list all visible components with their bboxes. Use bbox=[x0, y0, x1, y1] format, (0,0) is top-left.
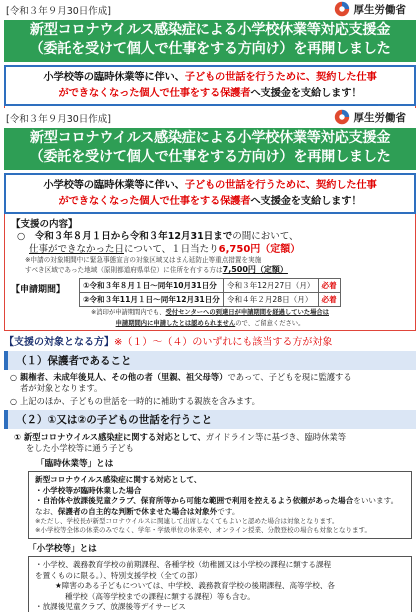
definition-note: 種学校（高等学校までの課程に類する課程）等も含む。 bbox=[65, 591, 255, 601]
period-range: ②令和３年11月１日～同年12月31日分 bbox=[80, 293, 224, 307]
closure-definition-heading: 「臨時休業等」とは bbox=[36, 459, 114, 469]
definition-note: ※ただし、学校長が新型コロナウイルスに関連して出席しなくてもよいと認めた場合は対象となります。 bbox=[35, 517, 339, 525]
period-deadline: 令和３年12月27日（月） bbox=[223, 279, 318, 293]
section-child-care: （２）①又は②の子どもの世話を行うこと bbox=[4, 410, 416, 429]
support-period-line bbox=[17, 230, 409, 243]
ministry-logo bbox=[334, 109, 407, 125]
definition-line: 新型コロナウイルス感染症に関する対応として、 bbox=[35, 475, 202, 484]
ministry-logo-icon bbox=[334, 1, 350, 17]
guardian-text: 者が対象となります。 bbox=[20, 383, 103, 393]
title-line-2: （委託を受けて個人で仕事をする方向け）を再開しました bbox=[29, 41, 391, 57]
support-amount-line bbox=[29, 243, 409, 256]
period-range: ①令和３年８月１日～同年10月31日分 bbox=[80, 279, 224, 293]
lead-highlight: 子どもの世話を行うために、契約した仕事 bbox=[184, 71, 377, 83]
lead-highlight: ができなくなった個人で仕事をする保護者 bbox=[58, 87, 251, 99]
flyer-copy-top bbox=[0, 0, 420, 108]
table-row bbox=[80, 293, 341, 307]
period-warning-2 bbox=[11, 320, 409, 329]
lead-message bbox=[4, 65, 416, 106]
support-per-day: について、１日当たり bbox=[124, 244, 219, 255]
support-box bbox=[4, 214, 416, 331]
target-heading: 【支援の対象となる方】 bbox=[4, 337, 114, 348]
creation-date: [令和３年９月30日作成] bbox=[6, 6, 112, 17]
child-item-text: をした小学校等に通う子ども bbox=[26, 443, 134, 453]
list-item: ○ 上記のほか、子どもの世話を一時的に補助する親族を含みます。 bbox=[10, 396, 412, 407]
guardian-types: 親権者、未成年後見人、その他の者（里親、祖父母等） bbox=[20, 372, 228, 382]
definition-line: ・自治体や放課後児童クラブ、保育所等から可能な範囲で利用を控えるよう依頼があった場合 bbox=[35, 496, 354, 505]
definition-line: （幼稚園又は小学校の課程に類する課程 bbox=[194, 560, 332, 569]
title-banner bbox=[4, 20, 416, 62]
warning-strong: 申請期間内に申請したとは認められません bbox=[115, 319, 236, 327]
period-warning-1 bbox=[11, 309, 409, 318]
ministry-logo-icon bbox=[334, 109, 350, 125]
period-label: 【申請期間】 bbox=[11, 285, 66, 295]
definition-line: （全ての部） bbox=[156, 570, 203, 580]
definition-line: です。 bbox=[217, 506, 240, 516]
warning-strong: 受付センターへの到達日が申請期間を経過していた場合は bbox=[165, 309, 329, 316]
target-title bbox=[4, 333, 416, 348]
target-condition: ※（１）～（４）のいずれにも該当する方が対象 bbox=[114, 337, 333, 348]
title-line-2: （委託を受けて個人で仕事をする方向け）を再開しました bbox=[29, 149, 391, 165]
ministry-logo bbox=[334, 1, 407, 17]
definition-line: なお、 bbox=[35, 506, 58, 516]
support-note-text: すべき区域であった地域（原則都道府県単位）に住所を有する方は bbox=[25, 266, 223, 274]
support-note-2 bbox=[25, 265, 409, 275]
lead-message bbox=[4, 173, 416, 214]
lead-text: 小学校等の臨時休業等に伴い、 bbox=[43, 179, 185, 191]
header-bar bbox=[0, 108, 420, 128]
support-amount-special: 7,500円（定額） bbox=[222, 265, 288, 274]
period-must-arrive: 必着 bbox=[318, 279, 340, 293]
definition-note: ※小学校等全体の休業のみでなく、学年・学級単位の休業や、オンライン授業、分散登校の場合も対象となります。 bbox=[35, 526, 371, 534]
support-condition: 仕事ができなかった日 bbox=[29, 244, 125, 255]
guardian-text: であって、子どもを現に監護する bbox=[227, 372, 352, 382]
support-amount: 6,750円（定額） bbox=[218, 244, 301, 255]
lead-highlight: 子どもの世話を行うために、契約した仕事 bbox=[184, 179, 377, 191]
application-period bbox=[11, 278, 409, 307]
definition-line: ・小学校等が臨時休業した場合 bbox=[35, 485, 142, 495]
child-item-text: ガイドライン等に基づき、臨時休業等 bbox=[205, 432, 347, 442]
title-line-1: 新型コロナウイルス感染症による小学校休業等対応支援金 bbox=[29, 130, 391, 146]
child-item-text: ① 新型コロナウイルス感染症に関する対応として、 bbox=[14, 432, 206, 442]
support-note-1: ※申請の対象期間中に緊急事態宣言の対象区域又はまん延防止等重点措置を実施 bbox=[25, 256, 262, 264]
definition-emphasis: 保護者の自主的な判断で休ませた場合は対象外 bbox=[57, 506, 218, 516]
definition-line: ・小学校、義務教育学校の前期課程、各種学校 bbox=[35, 560, 195, 569]
closure-definition-box bbox=[28, 471, 412, 539]
header-bar bbox=[0, 0, 420, 20]
title-line-1: 新型コロナウイルス感染症による小学校休業等対応支援金 bbox=[29, 22, 391, 38]
support-period-suffix: の間において、 bbox=[232, 231, 299, 242]
period-deadline: 令和４年２月28日（月） bbox=[223, 293, 318, 307]
period-table bbox=[79, 278, 341, 307]
period-must-arrive: 必着 bbox=[318, 293, 340, 307]
ministry-name: 厚生労働省 bbox=[353, 3, 406, 16]
support-heading: 【支援の内容】 bbox=[11, 219, 78, 230]
list-item bbox=[10, 372, 412, 394]
school-definition-heading: 「小学校等」とは bbox=[28, 544, 97, 554]
school-definition-box bbox=[28, 556, 412, 612]
lead-highlight: ができなくなった個人で仕事をする保護者 bbox=[58, 195, 251, 207]
child-item-1 bbox=[14, 432, 412, 454]
definition-note: ★障害のある子どもについては、中学校、義務教育学校の後期課程、高等学校、各 bbox=[55, 581, 336, 590]
support-period: ○ 令和３年８月１日から令和３年12月31日まで bbox=[17, 231, 233, 242]
lead-text: 小学校等の臨時休業等に伴い、 bbox=[43, 71, 185, 83]
section-guardian: （１）保護者であること bbox=[4, 351, 416, 370]
creation-date: [令和３年９月30日作成] bbox=[6, 114, 112, 125]
title-banner bbox=[4, 128, 416, 170]
lead-text: へ支援金を支給します！ bbox=[250, 195, 362, 207]
warning-text: ※消印が申請期間内でも、 bbox=[90, 309, 166, 316]
flyer-copy-main bbox=[0, 108, 420, 612]
warning-text: ので、ご留意ください。 bbox=[235, 319, 305, 327]
lead-text: へ支援金を支給します！ bbox=[250, 87, 362, 99]
ministry-name: 厚生労働省 bbox=[353, 111, 406, 124]
definition-line: ・放課後児童クラブ、放課後等デイサービス bbox=[35, 602, 186, 611]
definition-line: を置くものに限る。）、特別支援学校 bbox=[35, 570, 157, 580]
definition-line: をいいます。 bbox=[353, 496, 399, 505]
table-row bbox=[80, 279, 341, 293]
